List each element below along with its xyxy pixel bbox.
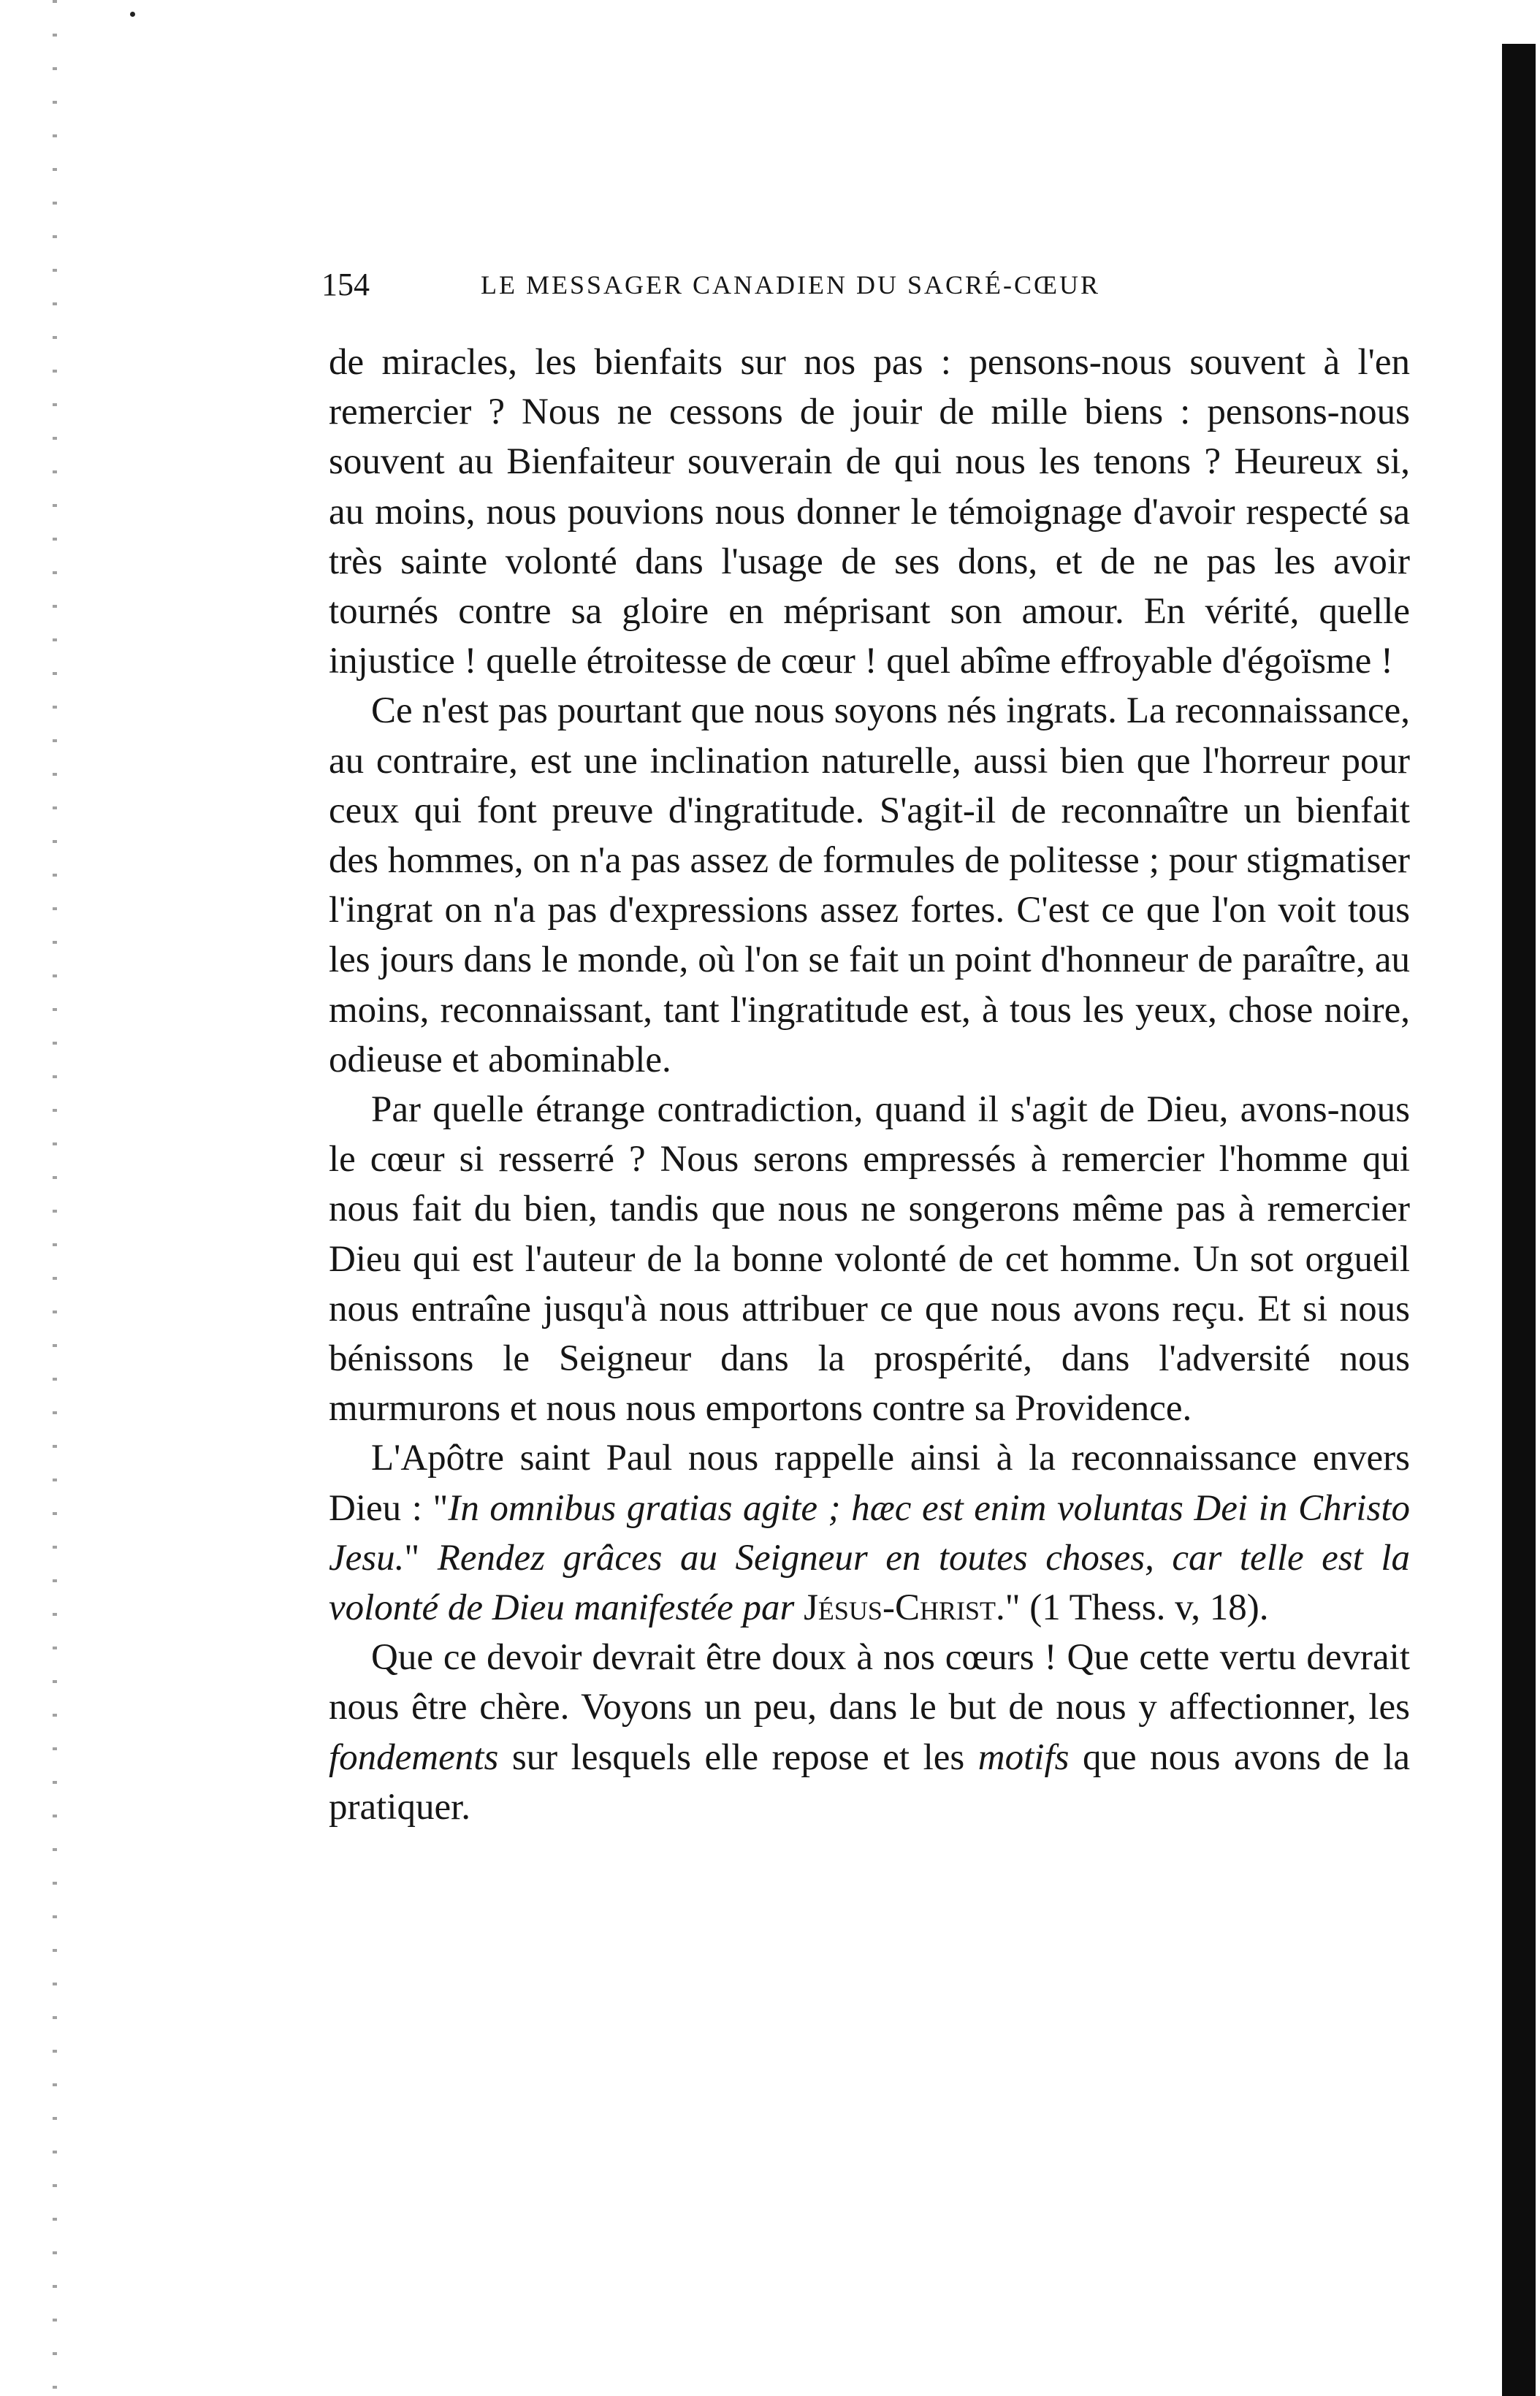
emphasis: fondements [329, 1736, 499, 1778]
text-run: de miracles, les bienfaits sur nos pas : pensons-nous souvent à l'en remercier ? Nous ne cessons de jouir de mille biens : pensons-nous souvent au Bienfaiteur souverain de qui nous les tenons ? Heureux si, au moins, nous pouvions nous donner le témoignage d'avoir respecté sa très sainte volonté dans l'usage de ses dons, et de ne pas les avoir tournés contre sa gloire en méprisant son amour. En vérité, quelle injustice ! quelle étroitesse de cœur ! quel abîme effroyable d'égoïsme ! [329, 342, 1410, 682]
paragraph [329, 1433, 1410, 1633]
text-run: sur lesquels elle repose et les [498, 1736, 978, 1778]
scan-speck [130, 12, 135, 17]
latin-quotation: In omnibus gratias agite ; hæc est enim voluntas Dei in Christo Jesu. [329, 1487, 1410, 1579]
paragraph [329, 1633, 1410, 1832]
paragraph [329, 686, 1410, 1085]
small-caps-name: Jésus-Christ [804, 1587, 996, 1629]
text-run: Ce n'est pas pourtant que nous soyons nés ingrats. La reconnaissance, au contraire, est une inclination naturelle, aussi bien que l'horreur pour ceux qui font preuve d'ingratitude. S'agit-il de reconnaître un bienfait des hommes, on n'a pas assez de formules de politesse ; pour stigmatiser l'ingrat on n'a pas d'expressions assez fortes. C'est ce que l'on voit tous les jours dans le monde, où l'on se fait un point d'honneur de paraître, au moins, reconnaissant, tant l'ingratitude est, à tous les yeux, chose noire, odieuse et abominable. [329, 690, 1410, 1080]
scan-edge-marks [53, 0, 57, 2396]
scan-edge-shadow [1502, 44, 1536, 2396]
text-run: Que ce devoir devrait être doux à nos cœurs ! Que cette vertu devrait nous être chère. Voyons un peu, dans le but de nous y affectionner, les [329, 1637, 1410, 1728]
text-run: Par quelle étrange contradiction, quand il s'agit de Dieu, avons-nous le cœur si resserré ? Nous serons empressés à remercier l'homme qui nous fait du bien, tandis que nous ne songerons même pas à remercier Dieu qui est l'auteur de la bonne volonté de cet homme. Un sot orgueil nous entraîne jusqu'à nous attribuer ce que nous avons reçu. Et si nous bénissons le Seigneur dans la prospérité, dans l'adversité nous murmurons et nous nous emportons contre sa Providence. [329, 1089, 1410, 1430]
running-title: LE MESSAGER CANADIEN DU SACRÉ-CŒUR [481, 270, 1101, 300]
paragraph [329, 337, 1410, 686]
emphasis: motifs [977, 1736, 1070, 1778]
running-head [321, 263, 1278, 307]
text-run: que nous avons de la pratiquer. [329, 1736, 1410, 1828]
page-number: 154 [321, 267, 370, 302]
text-run: L'Apôtre saint Paul nous rappelle ainsi à la reconnaissance envers Dieu : " [329, 1438, 1410, 1529]
citation: ." (1 Thess. v, 18). [995, 1587, 1269, 1629]
body-text [329, 337, 1410, 1832]
text-run [794, 1587, 804, 1628]
paragraph [329, 1085, 1410, 1433]
french-translation: Rendez grâces au Seigneur en toutes choses, car telle est la volonté de Dieu manifestée par [329, 1537, 1410, 1629]
text-run: " [404, 1537, 438, 1579]
